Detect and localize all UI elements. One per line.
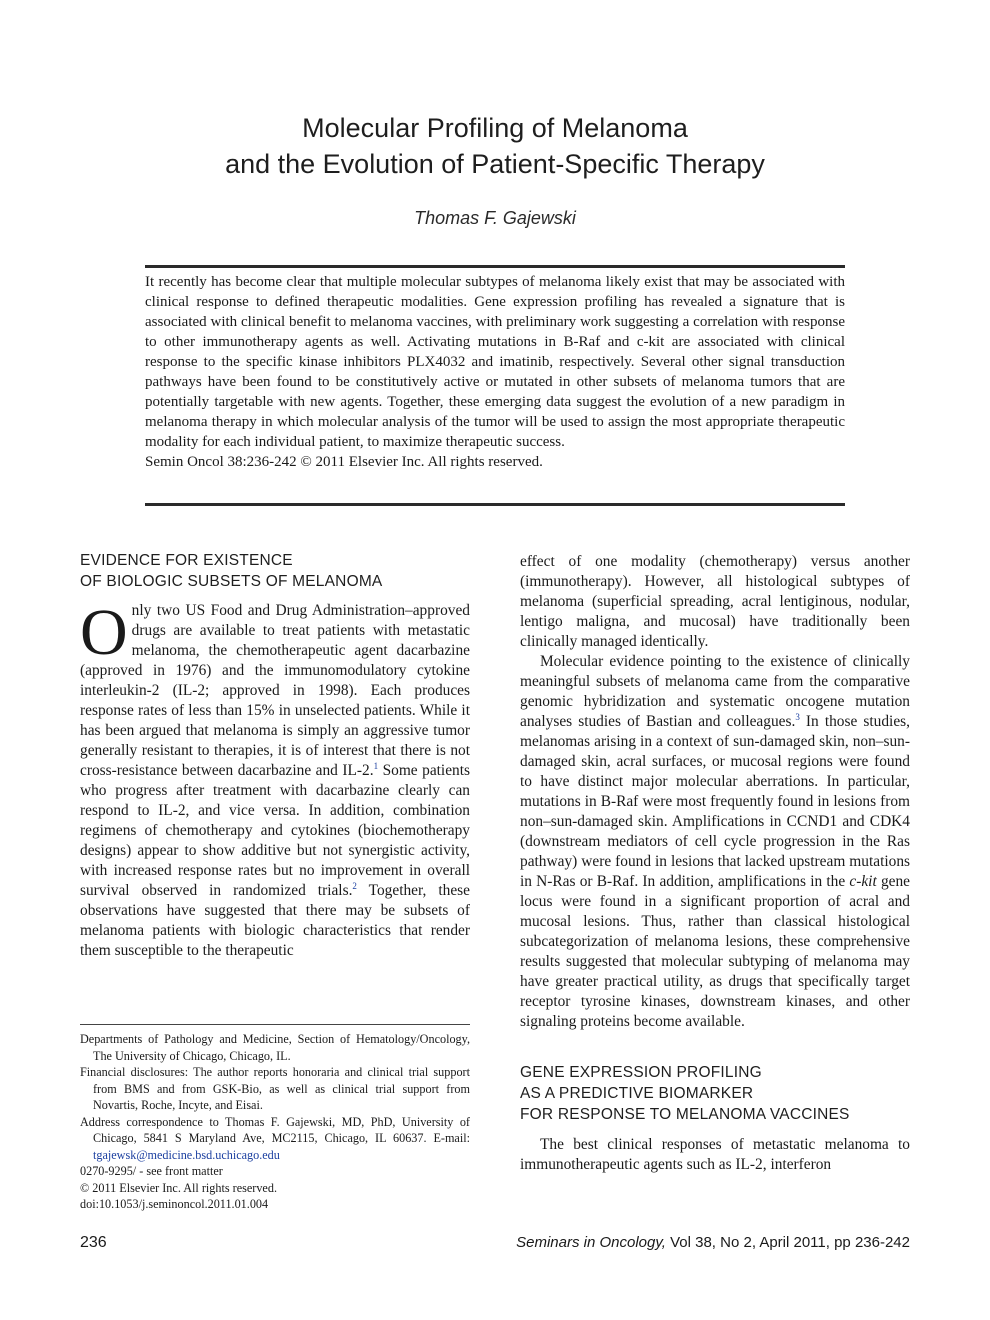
footnote-affiliation: Departments of Pathology and Medicine, Section of Hematology/Oncology, The University of Chicago, Chicago, IL. xyxy=(80,1032,470,1063)
footnote-rule xyxy=(80,1024,470,1025)
right-column xyxy=(520,552,910,1212)
abstract xyxy=(145,272,845,472)
reference-1-link[interactable]: 1 xyxy=(373,760,379,771)
journal-name: Seminars in Oncology, xyxy=(516,1234,666,1251)
footnotes xyxy=(80,1031,470,1213)
reference-3-link[interactable]: 3 xyxy=(795,711,800,722)
title-line-2: and the Evolution of Patient-Specific Therapy xyxy=(225,149,765,179)
journal-issue: Vol 38, No 2, April 2011, pp 236-242 xyxy=(665,1234,910,1251)
journal-citation xyxy=(516,1234,910,1251)
paragraph-molecular-evidence: Molecular evidence pointing to the existence of clinically meaningful subsets of melanoma came from the comparative genomic hybridization and systematic oncogene mutation analyses studies of Bastian and colleagues.$^3$ In those studies, melanomas arising in a context of sun-damaged skin, non–sun-damaged skin, acral surfaces, or mucosal regions were found to have distinct major molecular aberrations. In particular, mutations in B-Raf were most frequently found in lesions from non–sun-damaged skin. Amplifications in CCND1 and CDK4 (downstream mediators of cell cycle progression in the Ras pathway) were found in lesions that lacked upstream mutations in N-Ras or B-Raf. In addition, amplifications in the c-kit gene locus were found in a significant proportion of acral and mucosal lesions. Thus, rather than classical histological subcategorization of melanoma lesions, these comprehensive results suggested that molecular subtyping of melanoma may have greater practical utility, as drugs that specifically target receptor tyrosine kinases, downstream kinases, and other signaling proteins become available. xyxy=(520,653,910,1030)
abstract-bottom-rule xyxy=(145,503,845,506)
paragraph-gene-expression: The best clinical responses of metastatic melanoma to immunotherapeutic agents such as IL-2, interferon xyxy=(520,1136,910,1173)
abstract-text: It recently has become clear that multiple molecular subtypes of melanoma likely exist that may be associated with clinical response to defined therapeutic modalities. Gene expression profiling has revealed a signature that is associated with clinical benefit to melanoma vaccines, with preliminary work suggesting a correlation with response to other immunotherapy agents as well. Activating mutations in B-Raf and c-kit are associated with clinical response to the specific kinase inhibitors PLX4032 and imatinib, respectively. Several other signal transduction pathways have been found to be constitutively active or mutated in other subsets of melanoma tumors that are potentially targetable with new agents. Together, these emerging data suggest the evolution of a new paradigm in melanoma therapy in which molecular analysis of the tumor will be used to assign the most appropriate therapeutic modality for each individual patient, to maximize therapeutic success. xyxy=(145,274,845,450)
email-link[interactable]: tgajewsk@medicine.bsd.uchicago.edu xyxy=(93,1147,280,1162)
author-name: Thomas F. Gajewski xyxy=(414,208,576,228)
abstract-top-rule xyxy=(145,265,845,268)
article-title xyxy=(80,110,910,182)
drop-cap: O xyxy=(80,596,128,669)
left-column xyxy=(80,550,470,1005)
section-heading-gene-expression: GENE EXPRESSION PROFILING AS A PREDICTIVE BIOMARKER FOR RESPONSE TO MELANOMA VACCINES xyxy=(520,1064,850,1123)
title-line-1: Molecular Profiling of Melanoma xyxy=(302,113,688,143)
footnote-doi: doi:10.1053/j.seminoncol.2011.01.004 xyxy=(80,1197,269,1211)
footnote-disclosures: Financial disclosures: The author reports honoraria and clinical trial support from BMS and from GSK-Bio, as well as clinical trial support from Novartis, Roche, Incyte, and Eisai. xyxy=(80,1065,470,1112)
section-heading-evidence: EVIDENCE FOR EXISTENCE OF BIOLOGIC SUBSETS OF MELANOMA xyxy=(80,552,383,590)
paragraph-intro-end xyxy=(520,552,910,652)
footnote-copyright: © 2011 Elsevier Inc. All rights reserved. xyxy=(80,1180,277,1195)
paragraph-intro-continued: Together, these observations have suggested that there may be subsets of melanoma patients with biologic characteristics that render them susceptible to the therapeutic xyxy=(80,882,470,959)
page-number: 236 xyxy=(80,1234,107,1251)
paragraph-intro: Only two US Food and Drug Administration–approved drugs are available to treat patients with metastatic melanoma, the chemotherapeutic agent dacarbazine (approved in 1976) and the immunomodulatory cytokine interleukin-2 (IL-2; approved in 1998). Each produces response rates of less than 15% in unselected patients. While it has been argued that melanoma is simply an aggressive tumor generally resistant to therapies, it is of interest that there is not cross-resistance between dacarbazine and IL-2.$^1$ Some patients who progress after treatment with dacarbazine clearly can respond to IL-2, and vice versa. In addition, combination regimens of chemotherapy and cytokines (biochemotherapy designs) appear to show additive but not synergistic activity, with increased response rates but no improvement in overall survival observed in randomized trials.$^2$ Together, these observations have suggested that there may be subsets of melanoma patients with biologic characteristics that render them susceptible to the therapeutic xyxy=(80,596,470,959)
abstract-citation: Semin Oncol 38:236-242 © 2011 Elsevier Inc. All rights reserved. xyxy=(145,454,543,470)
footnote-correspondence: Address correspondence to Thomas F. Gajewski, MD, PhD, University of Chicago, 5841 S Maryland Ave, MC2115, Chicago, IL 60637. E-mail: tgajewsk@medicine.bsd.uchicago.edu xyxy=(80,1114,470,1162)
paragraph-intro-end-text: effect of one modality (chemotherapy) versus another (immunotherapy). However, all histological subtypes of melanoma (superficial spreading, acral lentiginous, nodular, lentigo maligna, and mucosal) have traditionally been clinically managed identically. xyxy=(520,553,910,650)
reference-2-link[interactable]: 2 xyxy=(352,880,357,891)
footnote-issn: 0270-9295/ - see front matter xyxy=(80,1164,223,1178)
